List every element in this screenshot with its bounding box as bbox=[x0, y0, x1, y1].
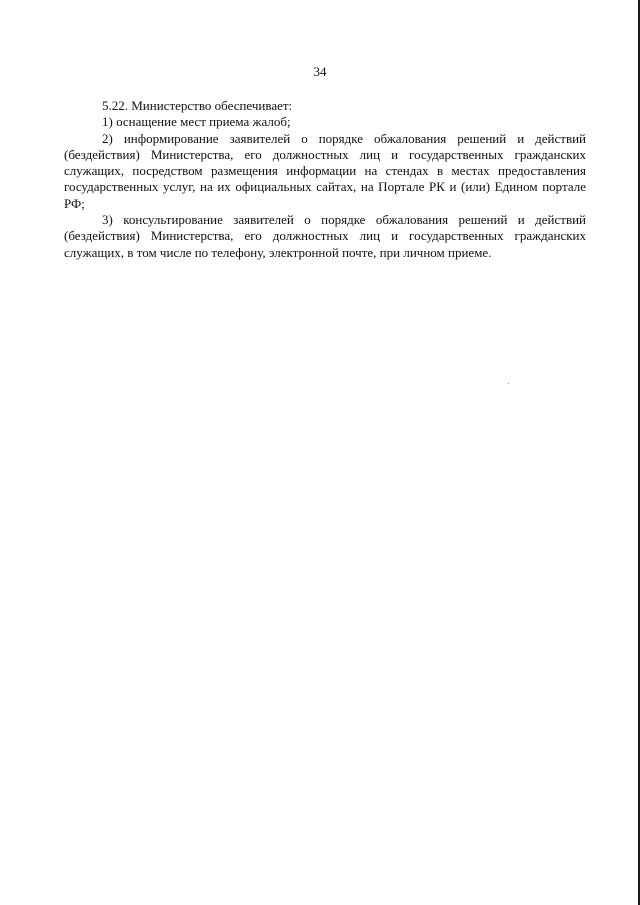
document-body bbox=[64, 98, 586, 261]
page-number: 34 bbox=[313, 64, 327, 79]
paragraph-item-2: 2) информирование заявителей о порядке обжалования решений и действий (бездействия) Министерства, его должностных лиц и государственных гражданских служащих, посредством размещения информации на стендах в местах предоставления государственных услуг, на их официальных сайтах, на Портале РК и (или) Едином портале РФ; bbox=[64, 130, 586, 211]
paragraph-section-heading: 5.22. Министерство обеспечивает: bbox=[102, 98, 293, 113]
paragraph-item-1: 1) оснащение мест приема жалоб; bbox=[102, 114, 291, 130]
paragraph-item-3: 3) консультирование заявителей о порядке обжалования решений и действий (бездействия) Министерства, его должностных лиц и государственных гражданских служащих, в том числе по телефону, электронной почте, при личном приеме. bbox=[64, 212, 586, 260]
scan-artifact bbox=[508, 383, 509, 384]
